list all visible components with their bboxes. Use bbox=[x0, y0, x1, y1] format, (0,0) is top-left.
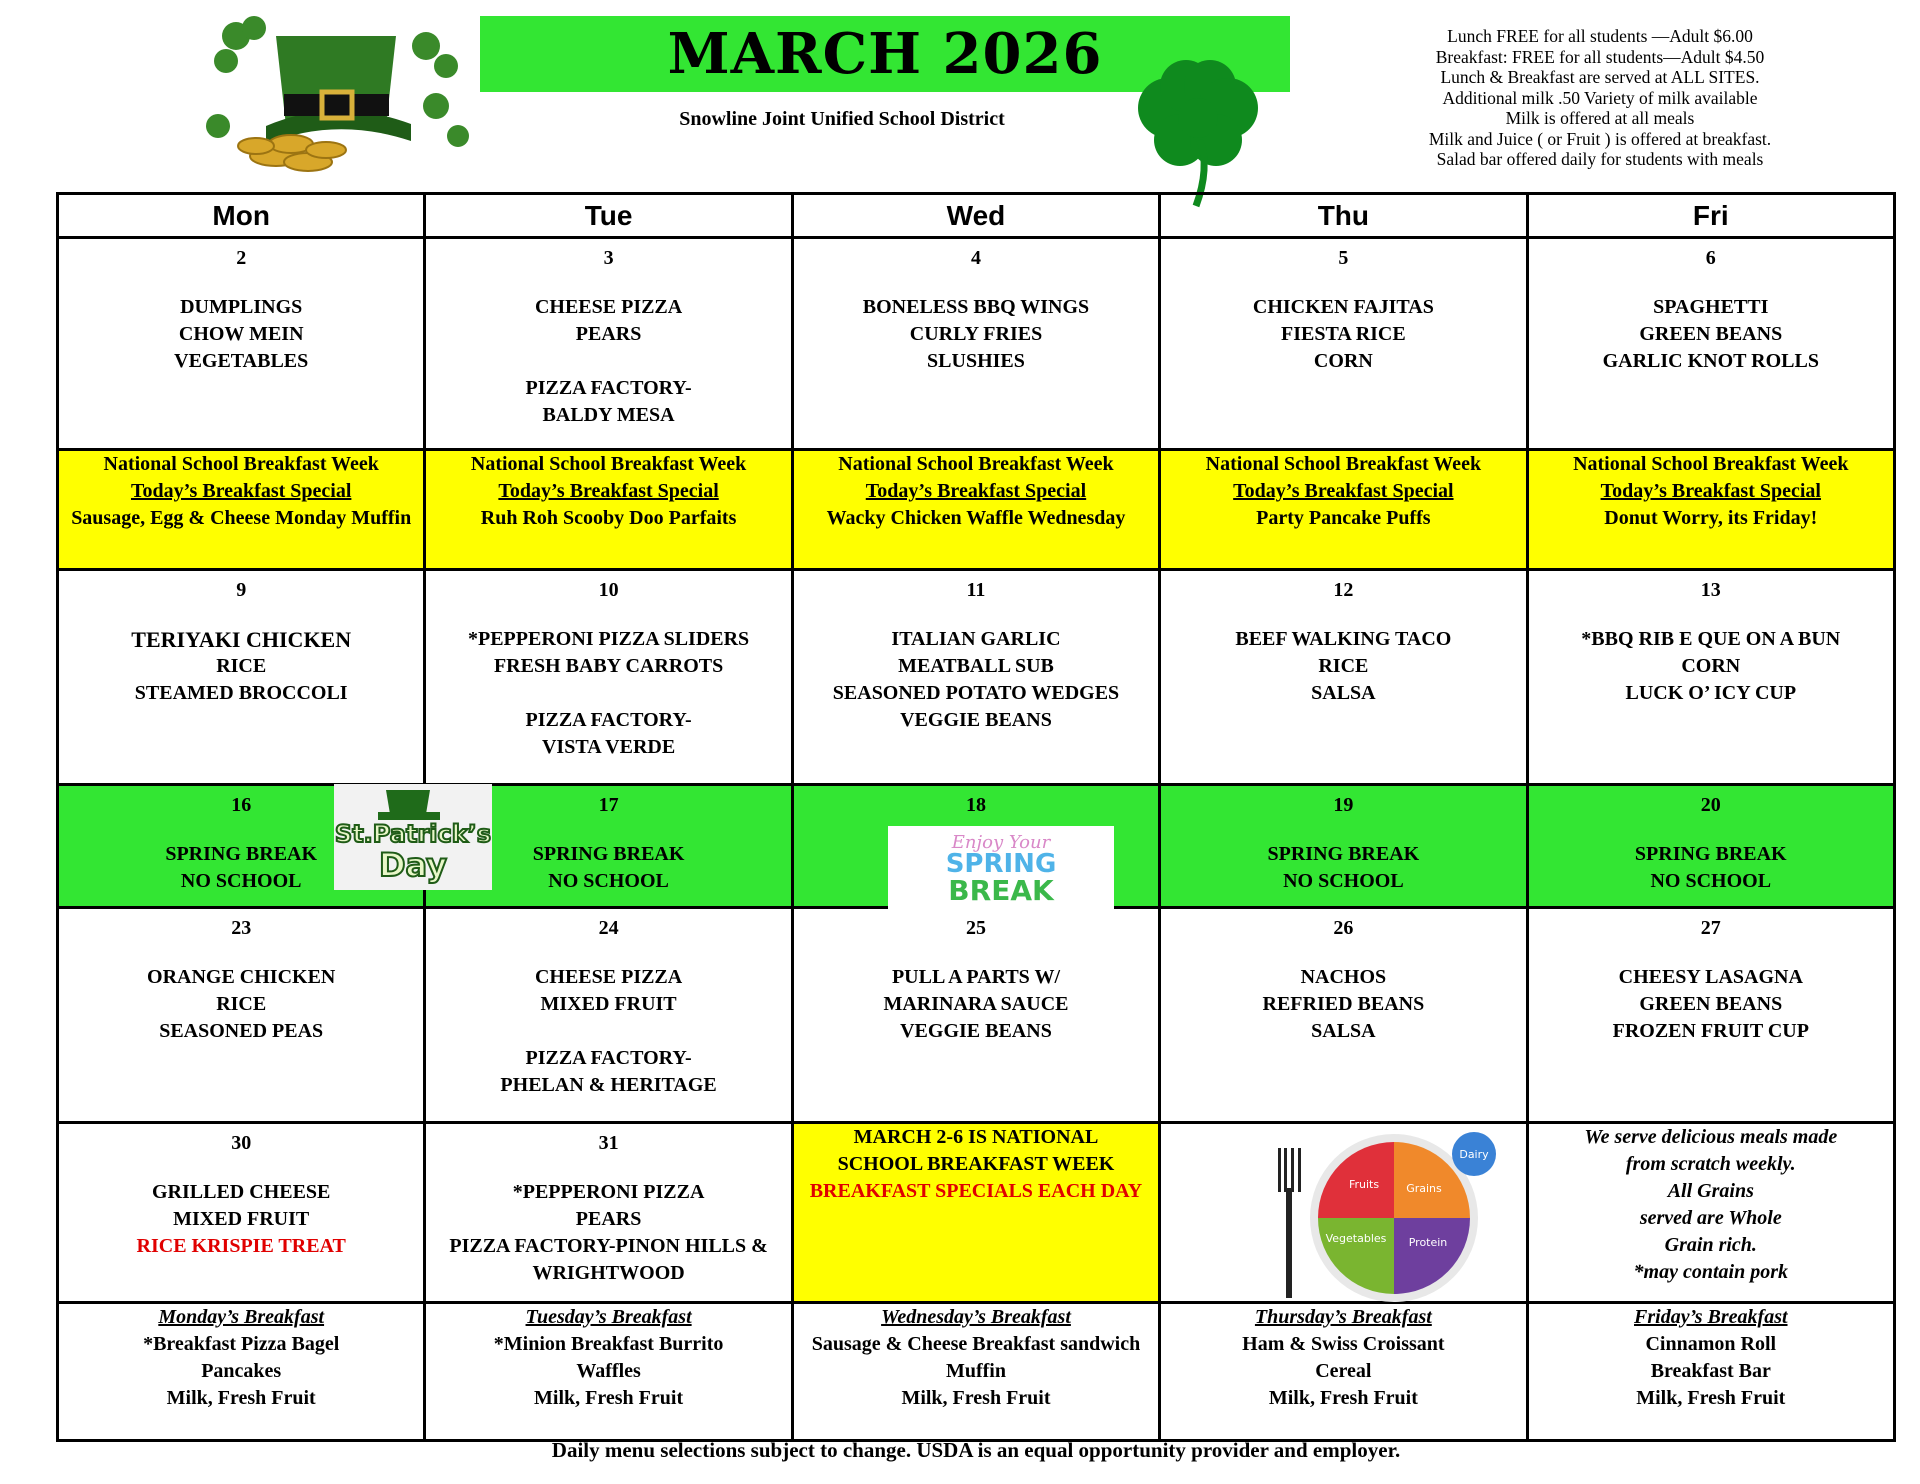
breakfast-special-row bbox=[58, 449, 1895, 569]
day-number: 11 bbox=[966, 578, 986, 601]
menu-line: WRIGHTWOOD bbox=[532, 1262, 685, 1285]
menu-line: SEASONED PEAS bbox=[159, 1019, 324, 1042]
breakfast-line: Milk, Fresh Fruit bbox=[166, 1386, 316, 1409]
breakfast-line: Breakfast Bar bbox=[1650, 1359, 1771, 1382]
day-number: 4 bbox=[970, 246, 981, 269]
day-cell bbox=[1527, 785, 1894, 907]
menu-line: PEARS bbox=[575, 1208, 642, 1231]
menu-line: MIXED FRUIT bbox=[173, 1208, 310, 1231]
menu-line: FROZEN FRUIT CUP bbox=[1612, 1019, 1809, 1042]
menu-line: SPAGHETTI bbox=[1653, 295, 1769, 318]
note-line: Grain rich. bbox=[1664, 1234, 1757, 1257]
day-cell bbox=[1160, 569, 1527, 785]
day-number: 18 bbox=[965, 794, 986, 817]
menu-calendar bbox=[56, 192, 1896, 1442]
menu-line: GREEN BEANS bbox=[1639, 992, 1783, 1015]
day-header-tue: Tue bbox=[425, 194, 792, 238]
notice-subtext: BREAKFAST SPECIALS EACH DAY bbox=[809, 1180, 1143, 1203]
special-week: National School Breakfast Week bbox=[1205, 452, 1482, 475]
special-cell bbox=[425, 449, 792, 569]
day-number: 9 bbox=[236, 578, 247, 601]
spring-break-image bbox=[888, 826, 1114, 910]
spring-mid-text: SPRING bbox=[945, 849, 1057, 879]
breakfast-cell bbox=[425, 1302, 792, 1441]
special-week: National School Breakfast Week bbox=[103, 452, 379, 475]
day-number: 31 bbox=[598, 1132, 619, 1155]
day-number: 13 bbox=[1700, 578, 1721, 601]
breakfast-cell bbox=[792, 1302, 1159, 1441]
day-header-thu: Thu bbox=[1160, 194, 1527, 238]
weekday-header-row bbox=[58, 194, 1895, 238]
special-item: Wacky Chicken Waffle Wednesday bbox=[826, 506, 1126, 529]
menu-line: FRESH BABY CARROTS bbox=[493, 654, 724, 677]
menu-line: NO SCHOOL bbox=[548, 870, 669, 893]
info-line: Additional milk .50 Variety of milk available bbox=[1442, 87, 1758, 108]
menu-line: PULL A PARTS W/ bbox=[891, 965, 1060, 988]
breakfast-line: Milk, Fresh Fruit bbox=[534, 1386, 684, 1409]
meal-pricing-info bbox=[1360, 26, 1840, 170]
breakfast-line: *Minion Breakfast Burrito bbox=[493, 1332, 724, 1355]
week-row-1 bbox=[58, 237, 1895, 449]
spring-bot-text: BREAK bbox=[948, 874, 1054, 907]
plate-dairy-label: Dairy bbox=[1459, 1148, 1489, 1161]
special-label: Today’s Breakfast Special bbox=[1233, 479, 1454, 502]
day-number: 6 bbox=[1705, 246, 1716, 269]
day-cell bbox=[1527, 569, 1894, 785]
day-number: 3 bbox=[603, 246, 614, 269]
breakfast-title: Wednesday’s Breakfast bbox=[881, 1305, 1071, 1328]
menu-line: CHEESE PIZZA bbox=[534, 295, 683, 318]
day-number: 27 bbox=[1700, 916, 1721, 939]
info-line: Lunch & Breakfast are served at ALL SITES. bbox=[1440, 67, 1760, 87]
menu-line: GREEN BEANS bbox=[1639, 322, 1783, 345]
district-name: Snowline Joint Unified School District bbox=[679, 108, 1005, 130]
day-cell bbox=[1160, 785, 1527, 907]
menu-line bbox=[426, 348, 790, 375]
menu-line: PIZZA FACTORY- bbox=[525, 1046, 692, 1069]
menu-line: SPRING BREAK bbox=[1267, 843, 1420, 866]
special-label: Today’s Breakfast Special bbox=[498, 479, 719, 502]
day-cell bbox=[58, 1123, 425, 1302]
menu-line: CHOW MEIN bbox=[178, 322, 304, 345]
menu-line: NACHOS bbox=[1300, 965, 1387, 988]
note-line: from scratch weekly. bbox=[1625, 1153, 1796, 1176]
day-number: 2 bbox=[236, 246, 247, 269]
myplate-image bbox=[1272, 1128, 1502, 1304]
stpat-line-2: Day bbox=[378, 846, 448, 884]
note-line: *may contain pork bbox=[1633, 1261, 1788, 1284]
page-title: MARCH 2026 bbox=[667, 21, 1103, 87]
menu-line: PIZZA FACTORY- bbox=[525, 376, 692, 399]
menu-line: STEAMED BROCCOLI bbox=[134, 681, 348, 704]
info-line: Lunch FREE for all students —Adult $6.00 bbox=[1447, 26, 1753, 46]
menu-line: ITALIAN GARLIC bbox=[891, 627, 1061, 650]
day-number: 5 bbox=[1338, 246, 1349, 269]
breakfast-line: Milk, Fresh Fruit bbox=[1636, 1386, 1786, 1409]
day-cell bbox=[792, 569, 1159, 785]
breakfast-line: Sausage & Cheese Breakfast sandwich bbox=[811, 1332, 1141, 1355]
breakfast-line: Pancakes bbox=[201, 1359, 282, 1382]
breakfast-line: Muffin bbox=[945, 1359, 1006, 1382]
special-cell bbox=[58, 449, 425, 569]
breakfast-cell bbox=[58, 1302, 425, 1441]
day-number: 17 bbox=[598, 794, 619, 817]
fork-icon bbox=[1278, 1148, 1301, 1298]
day-cell bbox=[792, 237, 1159, 449]
menu-line: PIZZA FACTORY-PINON HILLS & bbox=[449, 1235, 768, 1258]
breakfast-menu-row bbox=[58, 1302, 1895, 1441]
week-row-5 bbox=[58, 1123, 1895, 1302]
menu-line: REFRIED BEANS bbox=[1262, 992, 1425, 1015]
special-item: Ruh Roh Scooby Doo Parfaits bbox=[480, 506, 737, 529]
menu-line: SPRING BREAK bbox=[532, 843, 685, 866]
shamrock-icon bbox=[1128, 48, 1268, 208]
menu-line: SLUSHIES bbox=[927, 349, 1025, 372]
day-cell bbox=[425, 907, 792, 1123]
special-item: Sausage, Egg & Cheese Monday Muffin bbox=[71, 506, 412, 529]
menu-line: NO SCHOOL bbox=[1283, 870, 1404, 893]
breakfast-title: Thursday’s Breakfast bbox=[1254, 1305, 1432, 1328]
menu-line: *PEPPERONI PIZZA SLIDERS bbox=[468, 627, 750, 650]
special-label: Today’s Breakfast Special bbox=[130, 479, 352, 502]
menu-line: GARLIC KNOT ROLLS bbox=[1602, 349, 1819, 372]
notice-text: MARCH 2-6 IS NATIONAL SCHOOL BREAKFAST WEEK bbox=[837, 1126, 1115, 1176]
day-number: 19 bbox=[1333, 794, 1354, 817]
st-patricks-day-image bbox=[334, 784, 492, 890]
day-number: 24 bbox=[598, 916, 619, 939]
breakfast-cell bbox=[1527, 1302, 1894, 1441]
menu-line: *PEPPERONI PIZZA bbox=[512, 1181, 705, 1204]
menu-line bbox=[426, 680, 790, 707]
info-line: Breakfast: FREE for all students—Adult $4.50 bbox=[1435, 46, 1765, 67]
day-header-mon: Mon bbox=[58, 194, 425, 238]
special-week: National School Breakfast Week bbox=[838, 452, 1114, 475]
day-cell bbox=[58, 237, 425, 449]
breakfast-title: Monday’s Breakfast bbox=[158, 1305, 325, 1328]
menu-line: SALSA bbox=[1311, 681, 1376, 704]
stpat-line-1: St.Patrick’s bbox=[334, 820, 492, 848]
menu-line: BALDY MESA bbox=[542, 403, 675, 426]
breakfast-line: Waffles bbox=[576, 1359, 641, 1382]
day-cell bbox=[58, 907, 425, 1123]
week-row-4 bbox=[58, 907, 1895, 1123]
breakfast-line: Cinnamon Roll bbox=[1645, 1332, 1777, 1355]
menu-line: GRILLED CHEESE bbox=[152, 1181, 331, 1204]
day-cell bbox=[425, 569, 792, 785]
special-week: National School Breakfast Week bbox=[470, 452, 747, 475]
menu-line: TERIYAKI CHICKEN bbox=[131, 626, 352, 652]
week-row-2 bbox=[58, 569, 1895, 785]
plate-protein-label: Protein bbox=[1408, 1236, 1448, 1249]
menu-line bbox=[426, 1018, 790, 1045]
breakfast-line: Cereal bbox=[1315, 1359, 1372, 1382]
menu-line: CHEESE PIZZA bbox=[534, 965, 683, 988]
day-number: 26 bbox=[1333, 916, 1354, 939]
menu-line: PIZZA FACTORY- bbox=[525, 708, 692, 731]
day-cell bbox=[792, 907, 1159, 1123]
breakfast-week-notice bbox=[792, 1123, 1159, 1302]
day-cell bbox=[1527, 907, 1894, 1123]
menu-line: BEEF WALKING TACO bbox=[1235, 627, 1452, 650]
day-cell bbox=[425, 1123, 792, 1302]
menu-line-highlight: RICE KRISPIE TREAT bbox=[136, 1235, 346, 1258]
breakfast-title: Tuesday’s Breakfast bbox=[525, 1305, 692, 1328]
day-number: 25 bbox=[965, 916, 986, 939]
breakfast-line: Milk, Fresh Fruit bbox=[1268, 1386, 1418, 1409]
special-item: Donut Worry, its Friday! bbox=[1604, 506, 1818, 529]
special-item: Party Pancake Puffs bbox=[1256, 506, 1431, 529]
menu-line: CORN bbox=[1313, 349, 1373, 372]
menu-line: CHICKEN FAJITAS bbox=[1252, 295, 1434, 318]
info-line: Milk is offered at all meals bbox=[1505, 108, 1695, 128]
special-cell bbox=[1527, 449, 1894, 569]
day-number: 10 bbox=[598, 578, 619, 601]
special-cell bbox=[792, 449, 1159, 569]
day-header-fri: Fri bbox=[1527, 194, 1894, 238]
leprechaun-hat-icon bbox=[196, 6, 478, 186]
menu-line: MIXED FRUIT bbox=[540, 992, 677, 1015]
breakfast-cell bbox=[1160, 1302, 1527, 1441]
menu-line: SPRING BREAK bbox=[165, 843, 318, 866]
menu-line: BONELESS BBQ WINGS bbox=[862, 295, 1090, 318]
footer-disclaimer: Daily menu selections subject to change. USDA is an equal opportunity provider and employer. bbox=[551, 1438, 1401, 1462]
day-cell bbox=[1160, 907, 1527, 1123]
menu-line: LUCK O’ ICY CUP bbox=[1625, 681, 1797, 704]
menu-line: RICE bbox=[1318, 654, 1369, 677]
day-cell bbox=[1160, 237, 1527, 449]
menu-line: CORN bbox=[1681, 654, 1741, 677]
scratch-meals-note bbox=[1527, 1123, 1894, 1302]
plate-fruits-label: Fruits bbox=[1348, 1178, 1380, 1191]
menu-line: VEGETABLES bbox=[174, 349, 309, 372]
menu-line: DUMPLINGS bbox=[180, 295, 303, 318]
menu-line: NO SCHOOL bbox=[1650, 870, 1772, 893]
plate-grains-label: Grains bbox=[1406, 1182, 1442, 1195]
day-number: 23 bbox=[231, 916, 252, 939]
day-number: 12 bbox=[1333, 578, 1354, 601]
menu-line: CHEESY LASAGNA bbox=[1618, 965, 1803, 988]
breakfast-line: Milk, Fresh Fruit bbox=[901, 1386, 1051, 1409]
special-label: Today’s Breakfast Special bbox=[865, 479, 1087, 502]
menu-line: ORANGE CHICKEN bbox=[147, 965, 336, 988]
menu-line: RICE bbox=[216, 654, 267, 677]
day-cell bbox=[1527, 237, 1894, 449]
plate-vegetables-label: Vegetables bbox=[1325, 1232, 1387, 1245]
menu-line: MARINARA SAUCE bbox=[883, 992, 1069, 1015]
day-cell bbox=[425, 237, 792, 449]
day-header-wed: Wed bbox=[792, 194, 1159, 238]
menu-line: VEGGIE BEANS bbox=[900, 708, 1052, 731]
day-number: 16 bbox=[231, 794, 252, 817]
day-number: 20 bbox=[1700, 794, 1721, 817]
note-line: All Grains bbox=[1667, 1180, 1754, 1203]
menu-line: SPRING BREAK bbox=[1634, 843, 1787, 866]
menu-line: PEARS bbox=[575, 322, 642, 345]
menu-line: *BBQ RIB E QUE ON A BUN bbox=[1581, 627, 1841, 650]
menu-line: SALSA bbox=[1311, 1019, 1376, 1042]
menu-line: NO SCHOOL bbox=[180, 870, 302, 893]
breakfast-line: *Breakfast Pizza Bagel bbox=[143, 1332, 340, 1355]
info-line: Milk and Juice ( or Fruit ) is offered at breakfast. bbox=[1428, 128, 1772, 149]
special-label: Today’s Breakfast Special bbox=[1600, 479, 1821, 502]
menu-line: RICE bbox=[216, 992, 267, 1015]
menu-line: FIESTA RICE bbox=[1281, 322, 1406, 345]
breakfast-title: Friday’s Breakfast bbox=[1634, 1305, 1788, 1328]
spring-top-text: Enjoy Your bbox=[951, 832, 1051, 853]
special-week: National School Breakfast Week bbox=[1573, 452, 1849, 475]
day-cell bbox=[58, 569, 425, 785]
menu-line: MEATBALL SUB bbox=[898, 654, 1054, 677]
menu-line: CURLY FRIES bbox=[909, 322, 1043, 345]
breakfast-line: Ham & Swiss Croissant bbox=[1242, 1332, 1445, 1355]
info-line: Salad bar offered daily for students with meals bbox=[1436, 149, 1764, 169]
menu-line: VISTA VERDE bbox=[541, 735, 676, 758]
menu-line: SEASONED POTATO WEDGES bbox=[832, 681, 1120, 704]
menu-line: VEGGIE BEANS bbox=[900, 1019, 1052, 1042]
menu-line: PHELAN & HERITAGE bbox=[500, 1073, 717, 1096]
note-line: served are Whole bbox=[1639, 1207, 1782, 1230]
note-line: We serve delicious meals made bbox=[1584, 1126, 1838, 1149]
day-number: 30 bbox=[231, 1132, 252, 1155]
special-cell bbox=[1160, 449, 1527, 569]
